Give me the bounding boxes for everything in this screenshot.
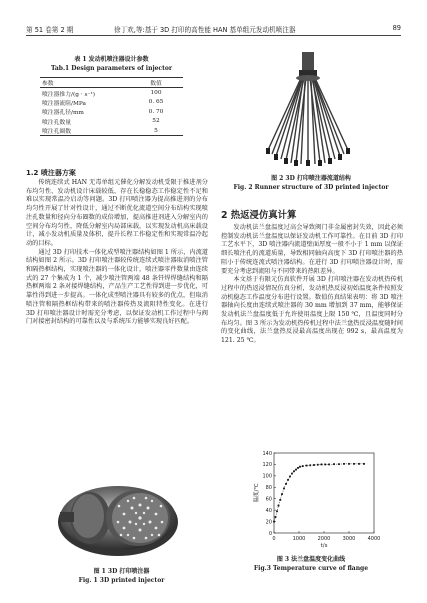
- data-point: [279, 499, 281, 501]
- data-point: [287, 479, 289, 481]
- data-point: [285, 483, 287, 485]
- figure3-caption-cn: 图 3 法兰盘温度变化曲线: [276, 556, 346, 563]
- data-point: [309, 464, 311, 466]
- data-point: [281, 493, 283, 495]
- x-tick-label: 0: [272, 536, 276, 542]
- section-1-2-paragraph-1: 传统连续式 HAN 无毒单组元催化分解发动机受限于推进剂分布均匀性、发动机设计床载较低、存在长稳稳态工作稳定性不足和难以实现常温冷启动等问题。3D 打印喷注器为提高推进剂的分布均匀性开展了针对性设计，通过不断优化流道空间分布结构实现喷注孔数量和径向分布圈数的成倍增加，提高推进剂进入分解室内的空间分布均匀性，降低分解室内局部床载，以实现发动机高床载设计，减小发动机质量及体积，提升长程工作稳定性和实现常温冷起动的目标。: [26, 179, 208, 247]
- table-cell-value: 100: [150, 90, 162, 97]
- section-2-paragraph-2: 本文基于有限元仿真软件开展 3D 打印喷注器在发动机热传机过程中的热返浸情况仿真分析，发动机热反浸初始温度条件按照发动机稳态工作温度分布进行设置。数值仿真结果表明：将 3D 喷注器轴向长度由连续式喷注器的 30 mm 增加到 37 mm，能够保证发动机法兰盘温度低于允许使用温度上限 150 ℃，且温度同时分布均匀。图 3 所示为发动机热传机过程中法兰盘热反浸温度随时间的变化曲线，法兰盘热反浸最高温度出现在 992 s，最高温度为 121. 25 ℃。: [221, 276, 403, 345]
- data-point: [317, 464, 319, 466]
- x-tick-label: 1000: [292, 536, 306, 542]
- x-tick-label: 3000: [342, 536, 356, 542]
- data-point: [343, 463, 345, 465]
- page-number: 89: [392, 24, 401, 32]
- data-point: [313, 464, 315, 466]
- data-point: [295, 469, 297, 471]
- table-row: [40, 98, 183, 107]
- table-row: [40, 126, 183, 136]
- x-tick-label: 4000: [367, 536, 380, 542]
- figure1-caption-en: Fig. 1 3D printed injector: [78, 577, 165, 584]
- figure2-runner-image: [256, 50, 360, 168]
- plot-frame: [274, 453, 374, 533]
- table-row: [40, 117, 183, 126]
- table-header-param: 参数: [40, 78, 129, 88]
- data-point: [358, 463, 360, 465]
- table-cell-param: 喷注器孔径/mm: [42, 110, 84, 117]
- data-point: [302, 465, 304, 467]
- table-header-value: 数值: [129, 78, 183, 88]
- table-row: [40, 107, 183, 116]
- section-2-paragraph-1: 发动机法兰盘温度过高会导致阀门非金属密封失效，因此必须控制发动机法兰盘温度以保证发动机工作可靠性。在目前 3D 打印工艺水平下，3D 喷注器内流道壁面厚度一般不小于 1 mm 以保证细长喷注孔的流道质量，导致相同轴向高度下 3D 打印喷注器的热阻小于传统连流式喷注器结构。在进行 3D 打印喷注器设计时，需要充分考虑到流阻与不同带来的热阻差异。: [221, 224, 403, 275]
- table-row: [40, 88, 183, 98]
- data-point: [306, 465, 308, 467]
- table-cell-value: 5: [129, 126, 183, 136]
- y-tick-label: 140: [262, 450, 272, 457]
- series-line: [274, 464, 364, 522]
- data-point: [363, 463, 365, 465]
- data-point: [328, 464, 330, 466]
- y-tick-label: 20: [265, 519, 272, 526]
- data-point: [276, 510, 278, 512]
- running-header: [26, 21, 401, 36]
- data-point: [324, 464, 326, 466]
- figure2-caption-en: Fig. 2 Runner structure of 3D printed injector: [233, 184, 389, 191]
- y-tick-label: 40: [265, 507, 272, 514]
- data-point: [333, 463, 335, 465]
- figure1-injector-image: [50, 478, 190, 562]
- data-point: [283, 488, 285, 490]
- data-point: [321, 464, 323, 466]
- data-point: [353, 463, 355, 465]
- section-1-2-paragraph-2: 通过 3D 打印技术一体化成型喷注器结构如图 1 所示，内流道结构如图 2 所示。3D 打印喷注器较传统连续式喷注器取消喷注管和隔热框结构，实现喷注器的一体化设计，喷注器零件数量由连续式的 27 个集成为 1 个，减少喷注管两端 48 条钎焊焊缝结构和隔热框两端 2 条对接焊缝结构，产品生产工艺性得到进一步优化，可靠性得到进一步提高。一体化成型喷注器具有较多的优点，但取消喷注管和隔热框结构带来的喷注器传热及流阻特性变化。在进行 3D 打印喷注器设计时需充分考虑，以保证发动机工作过程中与阀门对接密封结构的可靠性以及与系统压力能够实现良好匹配。: [26, 248, 208, 326]
- table-cell-value: 0. 70: [148, 108, 164, 115]
- y-tick-label: 60: [265, 496, 272, 503]
- table-header-row: [40, 78, 183, 88]
- data-point: [273, 521, 275, 523]
- y-tick-label: 100: [262, 473, 272, 480]
- table-cell-param: 喷注器推力/(g · s⁻¹): [42, 91, 96, 98]
- table-cell-param: 喷注孔圈数: [40, 126, 129, 136]
- data-point: [297, 467, 299, 469]
- section-1-2-heading: 1.2 喷注器方案: [26, 169, 76, 177]
- y-tick-label: 80: [265, 485, 272, 492]
- data-point: [338, 463, 340, 465]
- data-point: [299, 466, 301, 468]
- figure3-temperature-chart: [250, 447, 380, 551]
- table-cell-param: 喷注器流阻/MPa: [42, 100, 86, 107]
- parameter-table: [40, 77, 183, 136]
- data-point: [275, 516, 277, 518]
- data-point: [293, 470, 295, 472]
- data-point: [278, 505, 280, 507]
- data-point: [289, 476, 291, 478]
- y-axis-label: 温度/℃: [254, 483, 260, 503]
- running-title: 徐丁欢,等:基于 3D 打印的高性能 HAN 基单组元发动机喷注器: [114, 26, 296, 34]
- figure2-caption-cn: 图 2 3D 打印喷注器流道结构: [271, 175, 351, 182]
- journal-volume: 第 51 卷第 2 期: [26, 26, 74, 34]
- figure3-caption-en: Fig.3 Temperature curve of flange: [253, 565, 369, 572]
- figure1-caption-cn: 图 1 3D 打印喷注器: [93, 568, 150, 575]
- table-cell-value: 52: [152, 118, 160, 125]
- table-cell-value: 0. 65: [148, 99, 164, 106]
- table1-caption-cn: 表 1 发动机喷注器设计参数: [74, 56, 149, 63]
- table1-caption-en: Tab.1 Design parameters of injector: [50, 65, 173, 72]
- data-point: [291, 473, 293, 475]
- y-tick-label: 120: [262, 462, 272, 469]
- section-2-heading: 2 热返浸仿真计算: [221, 210, 297, 221]
- table-cell-param: 喷注孔数量: [42, 119, 71, 126]
- data-point: [348, 463, 350, 465]
- x-tick-label: 2000: [317, 536, 331, 542]
- y-tick-label: 0: [268, 530, 272, 537]
- x-axis-label: t/s: [320, 543, 328, 549]
